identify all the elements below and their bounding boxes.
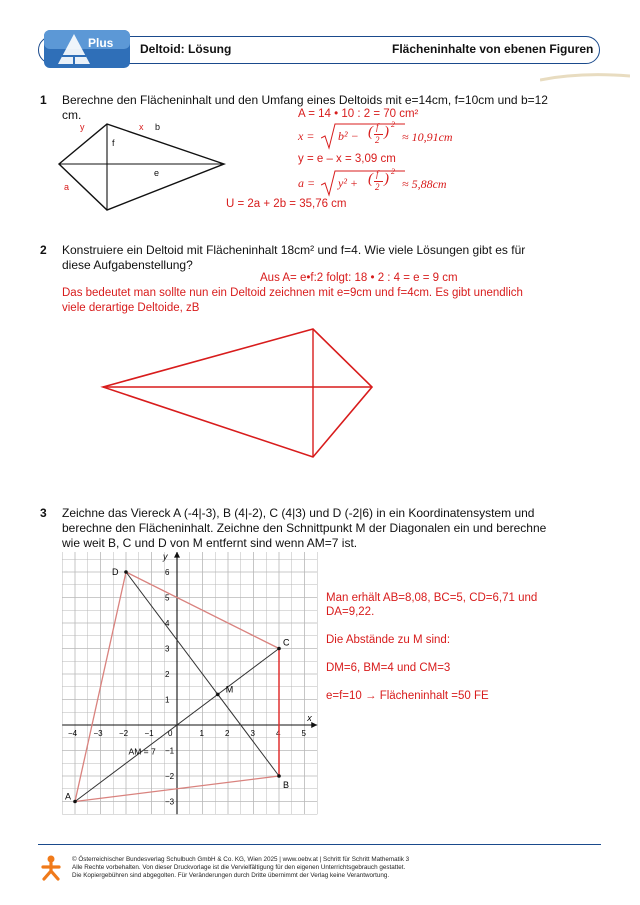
x-frac-num: f (376, 122, 379, 132)
label-a: a (64, 182, 70, 192)
y-tick-label: −1 (165, 746, 175, 756)
a-frac-num: f (376, 169, 379, 179)
label-e: e (154, 168, 160, 178)
task2-deltoid-figure (100, 325, 480, 465)
point-label-c: C (283, 637, 290, 648)
task1-solution-x (298, 120, 458, 150)
y-tick-label: 2 (165, 670, 170, 679)
task2-number: 2 (40, 243, 47, 257)
a-paren-close: ) (384, 171, 389, 187)
x-paren-close: ) (384, 124, 389, 140)
y-tick-label: 3 (165, 644, 170, 654)
y-tick-label: 5 (165, 593, 170, 603)
task1-number: 1 (40, 93, 47, 107)
footer-line2: Alle Rechte vorbehalten. Von dieser Druckvorlage ist die Vervielfältigung für den eigenen Unterrichtsgebrauch gestattet. (72, 864, 406, 871)
footer-rule (38, 844, 601, 845)
task1-solution-area: A = 14 • 10 : 2 = 70 cm² (298, 108, 419, 120)
a-lhs: a = (298, 176, 316, 190)
y-tick-label: −2 (165, 772, 175, 781)
x-tick-label: 4 (276, 729, 281, 738)
x-tick-label: 3 (250, 729, 255, 738)
point-label-m: M (225, 684, 234, 695)
task3-text-line2: berechne den Flächeninhalt. Zeichne den Schnittpunkt M der Diagonalen ein und berechne (62, 521, 547, 535)
am-annotation: AM = 7 (128, 746, 156, 757)
page-title: Deltoid: Lösung (140, 42, 232, 56)
point-d (124, 570, 128, 574)
task1-solution-perimeter: U = 2a + 2b = 35,76 cm (226, 198, 347, 210)
task1-text-line1: Berechne den Flächeninhalt und den Umfang eines Deltoids mit e=14cm, f=10cm und b=12 (62, 93, 548, 107)
a-paren-open: ( (368, 171, 373, 187)
footer-line3: Die Kopiergebühren sind abgegolten. Für Veränderungen durch Dritte übernimmt der Verlag keine Verantwortung. (72, 872, 390, 879)
task3-solution-line3: Die Abstände zu M sind: (326, 634, 451, 646)
x-tick-label: −3 (93, 729, 103, 738)
y-axis-label: y (163, 552, 168, 562)
task3-number: 3 (40, 506, 47, 520)
point-b (277, 774, 281, 778)
x-tick-label: 1 (199, 729, 204, 738)
origin-label: 0 (168, 729, 173, 738)
task3-text-line3: wie weit B, C und D von M entfernt sind wenn AM=7 ist. (62, 536, 358, 550)
x-tick-label: 2 (225, 729, 230, 738)
task2-solution-line2: Das bedeutet man sollte nun ein Deltoid zeichnen mit e=9cm und f=4cm. Es gibt unendlich (62, 287, 523, 299)
task3-solution-line2: DA=9,22. (326, 606, 375, 618)
task1-text-line2: cm. (62, 108, 82, 122)
point-label-a: A (65, 791, 72, 802)
task1-solution-y: y = e – x = 3,09 cm (298, 153, 396, 165)
task2-text-line2: diese Aufgabenstellung? (62, 258, 193, 272)
x-tick-label: −4 (68, 729, 78, 738)
a-frac-den: 2 (375, 182, 380, 192)
section-title: Flächeninhalte von ebenen Figuren (392, 42, 594, 56)
x-tick-label: −1 (144, 729, 154, 738)
a-y-squared: y² + (338, 176, 359, 190)
a-result: ≈ 5,88cm (402, 177, 447, 191)
footer-line1: © Österreichischer Bundesverlag Schulbuch GmbH & Co. KG, Wien 2025 | www.oebv.at | Schritt für Schritt Mathematik 3 (72, 856, 410, 863)
label-b: b (155, 122, 161, 132)
task3-solution-line5: e=f=10 → Flächeninhalt =50 FE (326, 690, 489, 702)
plus-label: Plus (88, 36, 114, 50)
point-m (216, 693, 220, 697)
x-paren-open: ( (368, 124, 373, 140)
x-frac-den: 2 (375, 135, 380, 145)
publisher-logo-icon (40, 855, 62, 881)
plus-logo-icon (44, 30, 130, 68)
label-f: f (112, 138, 115, 148)
task3-solution-line4: DM=6, BM=4 und CM=3 (326, 662, 451, 674)
task2-solution-line1: Aus A= e•f:2 folgt: 18 • 2 : 4 = e = 9 cm (260, 272, 458, 284)
x-result: ≈ 10,91cm (402, 130, 453, 144)
x-exponent: 2 (391, 120, 395, 129)
y-tick-label: 4 (165, 619, 170, 628)
task3-solution-line1: Man erhält AB=8,08, BC=5, CD=6,71 und (326, 592, 538, 604)
x-lhs: x = (298, 129, 315, 143)
label-y: y (80, 122, 85, 132)
point-a (73, 800, 77, 804)
point-label-d: D (112, 567, 119, 577)
x-b-squared: b² − (338, 129, 359, 143)
x-tick-label: −2 (119, 729, 129, 738)
x-tick-label: 5 (301, 729, 306, 738)
x-axis-arrow-icon (311, 722, 317, 728)
point-label-b: B (283, 780, 290, 790)
task1-deltoid-figure (55, 118, 235, 218)
label-x: x (139, 122, 144, 132)
y-axis-arrow-icon (174, 552, 180, 558)
decorative-swoosh (540, 70, 630, 84)
a-exponent: 2 (391, 167, 395, 176)
y-tick-label: 6 (165, 568, 170, 577)
task1-solution-a (298, 167, 458, 197)
x-axis-label: x (307, 713, 312, 723)
y-tick-label: −3 (165, 797, 175, 807)
y-tick-label: 1 (165, 695, 170, 705)
coordinate-system-chart (58, 552, 328, 817)
task2-solution-line3: viele derartige Deltoide, zB (62, 302, 200, 314)
task2-text-line1: Konstruiere ein Deltoid mit Flächeninhalt 18cm² und f=4. Wie viele Lösungen gibt es für (62, 243, 526, 257)
point-c (277, 647, 281, 651)
task3-text-line1: Zeichne das Viereck A (-4|-3), B (4|-2), C (4|3) und D (-2|6) in ein Koordinatensystem und (62, 506, 535, 520)
